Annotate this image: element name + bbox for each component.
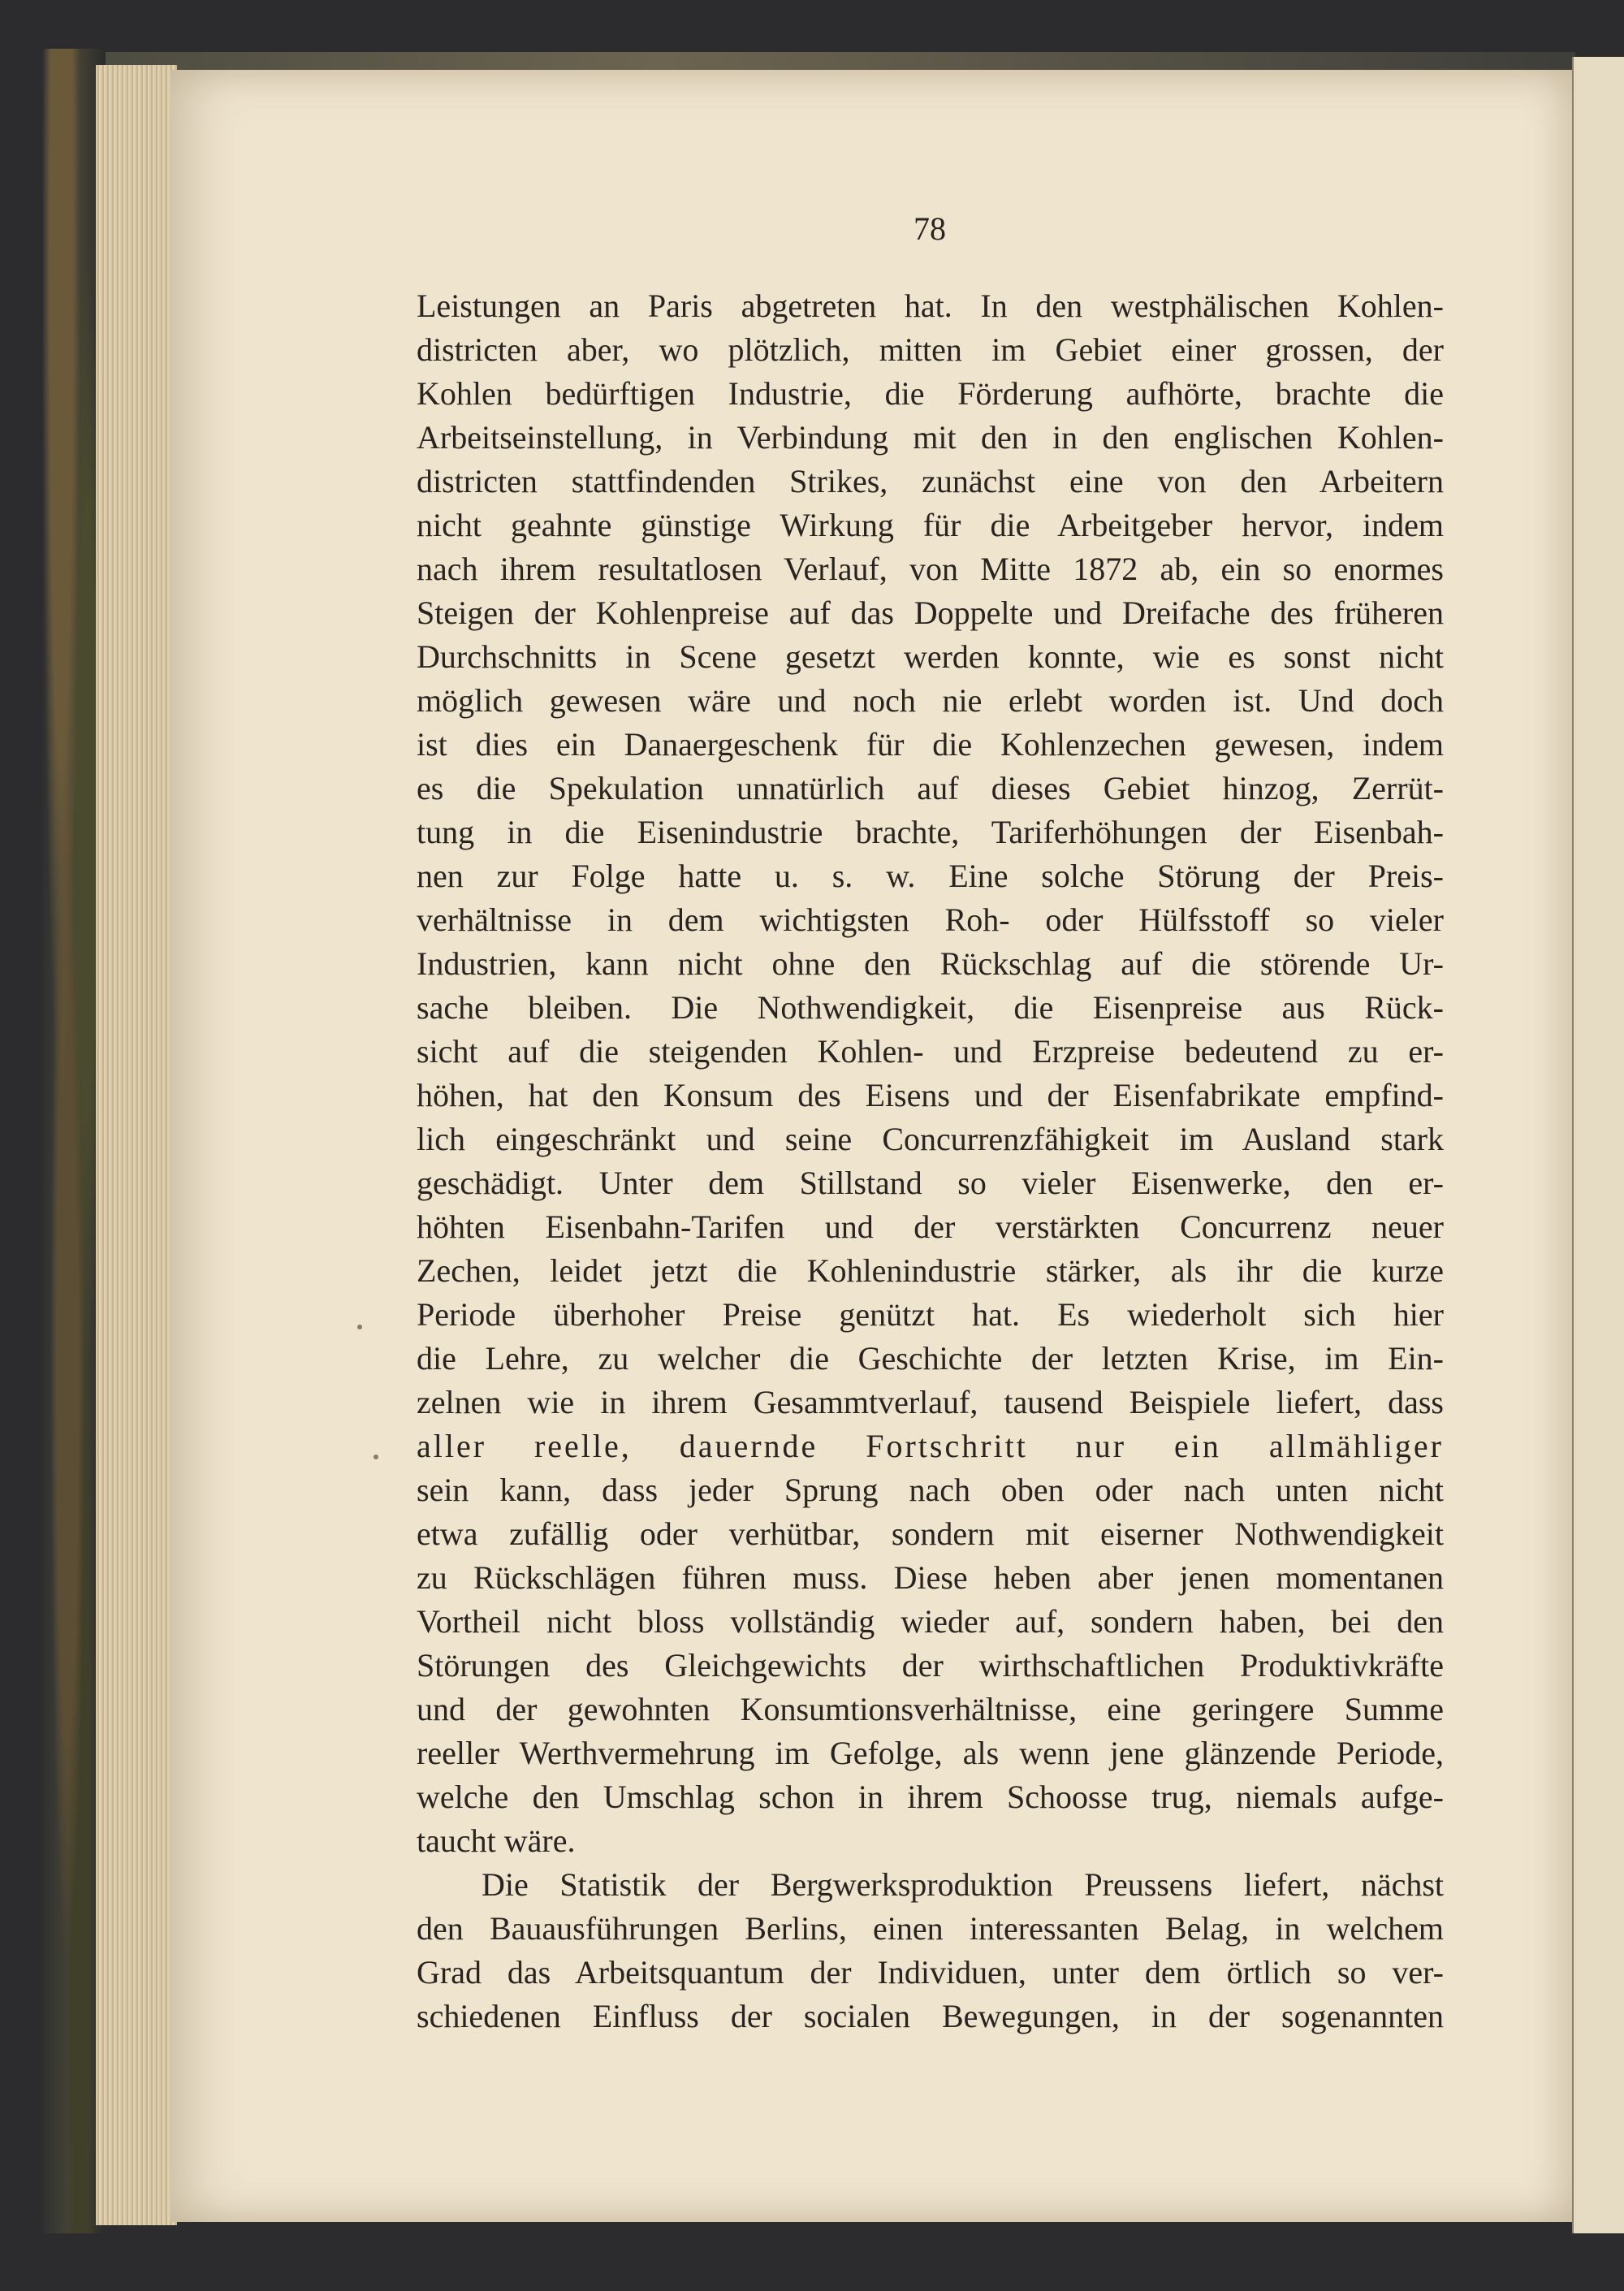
text-line: nen zur Folge hatte u. s. w. Eine solche Störung der Preis- bbox=[417, 858, 1444, 894]
text-line: Störungen des Gleichgewichts der wirthschaftlichen Produktivkräfte bbox=[417, 1647, 1444, 1684]
text-line: Industrien, kann nicht ohne den Rückschlag auf die störende Ur- bbox=[417, 945, 1444, 982]
text-line: zu Rückschlägen führen muss. Diese heben aber jenen momentanen bbox=[417, 1559, 1444, 1596]
text-line: sicht auf die steigenden Kohlen- und Erzpreise bedeutend zu er- bbox=[417, 1033, 1444, 1070]
text-line-paragraph-end: taucht wäre. bbox=[417, 1822, 576, 1859]
text-line: sein kann, dass jeder Sprung nach oben oder nach unten nicht bbox=[417, 1472, 1444, 1508]
facing-page-edge bbox=[1572, 57, 1624, 2233]
text-line: nicht geahnte günstige Wirkung für die Arbeitgeber hervor, indem bbox=[417, 507, 1444, 543]
paper-speck bbox=[357, 1325, 362, 1329]
text-line: sache bleiben. Die Nothwendigkeit, die Eisenpreise aus Rück- bbox=[417, 989, 1444, 1026]
text-line: schiedenen Einfluss der socialen Bewegungen, in der sogenannten bbox=[417, 1998, 1444, 2034]
page-stack-edge bbox=[96, 65, 177, 2225]
text-line: geschädigt. Unter dem Stillstand so vieler Eisenwerke, den er- bbox=[417, 1165, 1444, 1201]
text-line: es die Spekulation unnatürlich auf dieses Gebiet hinzog, Zerrüt- bbox=[417, 770, 1444, 806]
text-line: reeller Werthvermehrung im Gefolge, als wenn jene glänzende Periode, bbox=[417, 1735, 1444, 1771]
text-line: den Bauausführungen Berlins, einen interessanten Belag, in welchem bbox=[417, 1910, 1444, 1947]
text-line: höhen, hat den Konsum des Eisens und der Eisenfabrikate empfind- bbox=[417, 1077, 1444, 1113]
text-line: Arbeitseinstellung, in Verbindung mit den in den englischen Kohlen- bbox=[417, 419, 1444, 456]
text-line: lich eingeschränkt und seine Concurrenzfähigkeit im Ausland stark bbox=[417, 1121, 1444, 1157]
text-line: Leistungen an Paris abgetreten hat. In den westphälischen Kohlen- bbox=[417, 287, 1444, 324]
text-line: Durchschnitts in Scene gesetzt werden konnte, wie es sonst nicht bbox=[417, 638, 1444, 675]
text-line: Vortheil nicht bloss vollständig wieder auf, sondern haben, bei den bbox=[417, 1603, 1444, 1640]
text-line: Zechen, leidet jetzt die Kohlenindustrie stärker, als ihr die kurze bbox=[417, 1252, 1444, 1289]
text-line: Steigen der Kohlenpreise auf das Doppelte und Dreifache des früheren bbox=[417, 594, 1444, 631]
text-line: districten stattfindenden Strikes, zunächst eine von den Arbeitern bbox=[417, 463, 1444, 499]
text-line: etwa zufällig oder verhütbar, sondern mit eiserner Nothwendigkeit bbox=[417, 1515, 1444, 1552]
paper-speck bbox=[374, 1455, 378, 1459]
text-line: tung in die Eisenindustrie brachte, Tariferhöhungen der Eisenbah- bbox=[417, 814, 1444, 850]
text-line: verhältnisse in dem wichtigsten Roh- oder Hülfsstoff so vieler bbox=[417, 901, 1444, 938]
text-line: Periode überhoher Preise genützt hat. Es wiederholt sich hier bbox=[417, 1296, 1444, 1333]
text-line: Kohlen bedürftigen Industrie, die Förderung aufhörte, brachte die bbox=[417, 375, 1444, 412]
text-line: höhten Eisenbahn-Tarifen und der verstärkten Concurrenz neuer bbox=[417, 1208, 1444, 1245]
text-line: möglich gewesen wäre und noch nie erlebt worden ist. Und doch bbox=[417, 682, 1444, 719]
text-line: nach ihrem resultatlosen Verlauf, von Mitte 1872 ab, ein so enormes bbox=[417, 551, 1444, 587]
text-line: welche den Umschlag schon in ihrem Schoosse trug, niemals aufge- bbox=[417, 1779, 1444, 1815]
text-line: und der gewohnten Konsumtionsverhältnisse, eine geringere Summe bbox=[417, 1691, 1444, 1727]
page-number: 78 bbox=[914, 210, 946, 247]
text-line: ist dies ein Danaergeschenk für die Kohlenzechen gewesen, indem bbox=[417, 726, 1444, 763]
text-line-spaced: aller reelle, dauernde Fortschritt nur ein allmähliger bbox=[417, 1428, 1444, 1464]
text-line: zelnen wie in ihrem Gesammtverlauf, tausend Beispiele liefert, dass bbox=[417, 1384, 1444, 1420]
book-top-edge bbox=[49, 52, 1575, 70]
text-line: Grad das Arbeitsquantum der Individuen, unter dem örtlich so ver- bbox=[417, 1954, 1444, 1991]
text-line-paragraph-start: Die Statistik der Bergwerksproduktion Preussens liefert, nächst bbox=[482, 1866, 1444, 1903]
text-line: die Lehre, zu welcher die Geschichte der letzten Krise, im Ein- bbox=[417, 1340, 1444, 1377]
text-line: districten aber, wo plötzlich, mitten im Gebiet einer grossen, der bbox=[417, 331, 1444, 368]
